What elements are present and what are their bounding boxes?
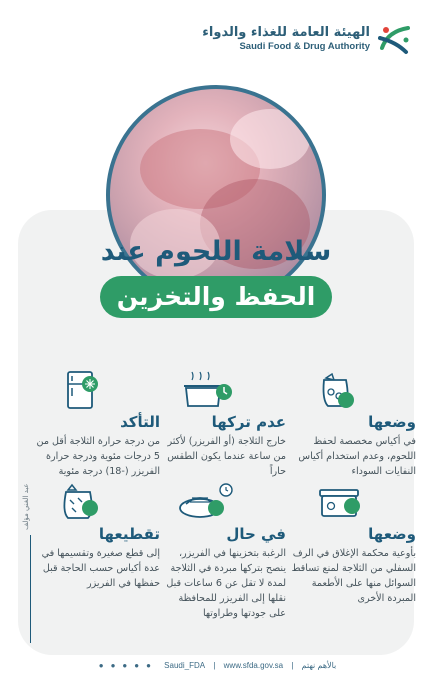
tip-card-containers [290,482,416,606]
sfda-logo-icon [376,22,414,56]
social-icons[interactable] [96,661,158,670]
page-title-line1: سلامة اللحوم عند [100,236,332,267]
tip-heading: وضعها [368,413,416,431]
sealed-container-icon [290,482,416,522]
footer-divider: | [213,661,216,670]
meat-plate-timer-icon [160,482,286,522]
tip-heading: عدم تركها [211,413,286,431]
youtube-icon[interactable]: ● [98,661,105,670]
org-name-english: Saudi Food & Drug Authority [239,41,370,52]
tip-heading: تقطيعها [98,525,160,543]
meat-photo [106,85,326,305]
tip-heading: في حال [226,525,286,543]
meat-pieces-bag-icon [34,482,160,522]
tip-text: الرغبة بتخزينها في الفريزر، ينصح بتركها مبردة في الثلاجة لمدة لا تقل عن 6 ساعات قبل نقلها إلى الفريزر للمحافظة على جودتها وطراوتها [166,548,286,619]
instagram-icon[interactable]: ● [122,661,129,670]
tip-card-outside [160,370,286,479]
cooking-pot-clock-icon [160,370,286,410]
tip-card-cutting [34,482,160,591]
slogan: بالأهم نهتم [301,661,337,670]
header [202,22,414,56]
refrigerator-icon [34,370,160,410]
tip-card-bags [290,370,416,479]
twitter-icon[interactable]: ● [134,661,141,670]
page-title-line2: الحفظ والتخزين [100,276,332,318]
tip-card-freezer [160,482,286,621]
tip-heading: التأكد [120,413,160,431]
tip-card-temperature [34,370,160,479]
side-divider [30,535,31,643]
website-link[interactable]: www.sfda.gov.sa [223,661,284,670]
tip-heading: وضعها [368,525,416,543]
logo-text [202,25,370,53]
facebook-icon[interactable]: ● [146,661,152,670]
snapchat-icon[interactable]: ● [110,661,117,670]
tip-text: إلى قطع صغيرة وتقسيمها في عدة أكياس حسب الحاجة قبل حفظها في الفريزر [41,548,160,589]
footer-divider: | [291,661,294,670]
side-credit: عبد الغني مؤلف [22,483,30,530]
tip-text: خارج الثلاجة (أو الفريزر) لأكثر من ساعة عندما يكون الطقس حاراً [167,436,286,477]
tip-text: من درجة حرارة الثلاجة أقل من 5 درجات مئوية ودرجة حرارة الفريزر (-18) درجة مئوية [36,436,160,477]
org-name-arabic: الهيئة العامة للغذاء والدواء [202,25,370,40]
footer [0,661,432,670]
tip-text: بأوعية محكمة الإغلاق في الرف السفلي من الثلاجة لمنع تساقط السوائل منها على الأطعمة المبردة الأخرى [291,548,416,604]
tip-text: في أكياس مخصصة لحفظ اللحوم، وعدم استخدام أكياس النفايات السوداء [298,436,416,477]
meat-bag-icon [290,370,416,410]
social-handle[interactable]: Saudi_FDA [164,661,206,670]
